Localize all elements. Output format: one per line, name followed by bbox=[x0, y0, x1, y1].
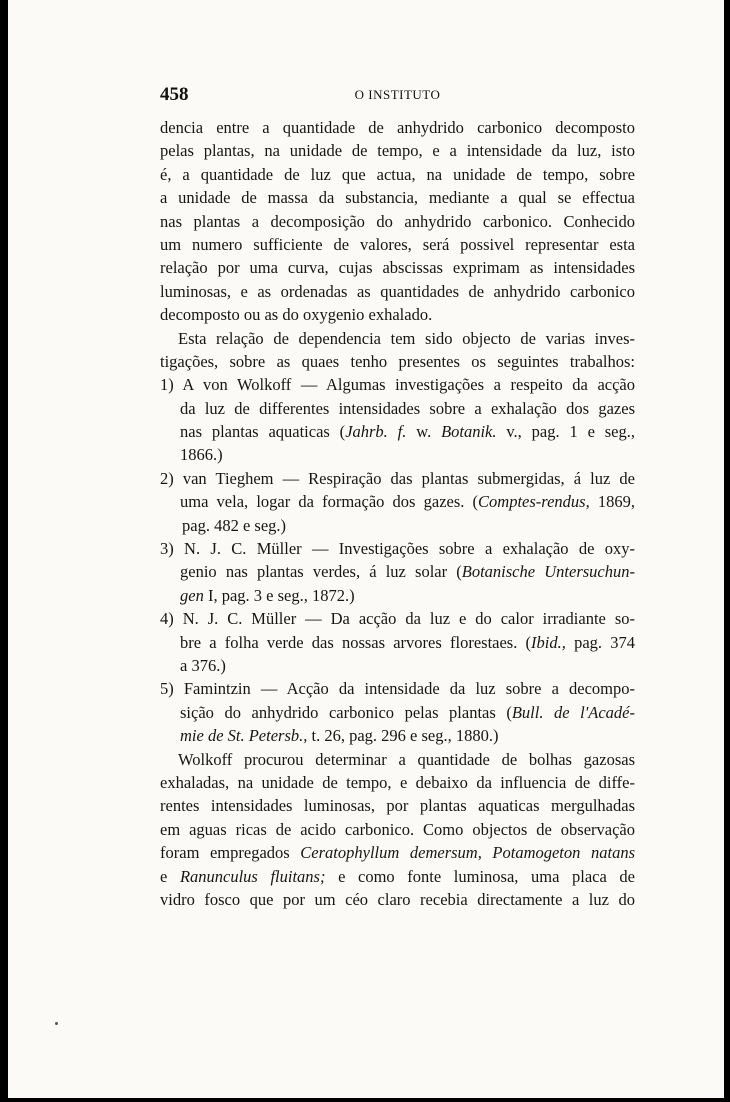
text-line bbox=[160, 303, 635, 326]
text-line bbox=[160, 210, 635, 233]
text-segment: e como fonte luminosa, uma placa de bbox=[325, 866, 636, 886]
text-segment: a 376.) bbox=[180, 655, 226, 675]
text-line bbox=[160, 280, 635, 303]
body-text bbox=[160, 116, 635, 911]
text-line bbox=[160, 537, 635, 560]
text-line bbox=[160, 818, 635, 841]
text-line bbox=[160, 443, 635, 466]
italic-text: Jahrb. f. bbox=[345, 422, 407, 442]
text-line bbox=[160, 677, 635, 700]
text-line bbox=[160, 350, 635, 373]
italic-text: mie de St. Petersb., bbox=[180, 726, 308, 746]
text-segment: t. 26, pag. 296 e seg., 1880.) bbox=[307, 726, 499, 746]
text-line bbox=[160, 724, 635, 747]
text-line bbox=[160, 139, 635, 162]
text-segment: 5) Famintzin — Acção da intensidade da luz sobre a decompo- bbox=[160, 679, 635, 699]
text-segment: nas plantas aquaticas ( bbox=[180, 422, 346, 442]
text-segment: 1) A von Wolkoff — Algumas investigações a respeito da acção bbox=[160, 375, 635, 395]
text-line bbox=[160, 771, 635, 794]
paper-speck bbox=[55, 1022, 58, 1025]
text-segment: foram empregados bbox=[160, 843, 301, 863]
text-line bbox=[160, 420, 635, 443]
italic-text: gen bbox=[180, 585, 204, 605]
text-line bbox=[160, 865, 635, 888]
text-segment: a unidade de massa da substancia, mediante a qual se effectua bbox=[160, 188, 635, 208]
text-line bbox=[160, 631, 635, 654]
text-segment: genio nas plantas verdes, á luz solar ( bbox=[180, 562, 462, 582]
text-line bbox=[160, 514, 635, 537]
text-segment: dencia entre a quantidade de anhydrido carbonico decomposto bbox=[160, 118, 635, 137]
running-title: O INSTITUTO bbox=[354, 87, 441, 102]
text-line bbox=[160, 467, 635, 490]
text-line bbox=[160, 794, 635, 817]
text-line bbox=[160, 490, 635, 513]
text-segment: 4) N. J. C. Müller — Da acção da luz e do calor irradiante so- bbox=[160, 609, 635, 629]
text-segment: é, a quantidade de luz que actua, na unidade de tempo, sobre bbox=[160, 164, 635, 184]
text-line bbox=[160, 163, 635, 186]
text-segment: Esta relação de dependencia tem sido objecto de varias inves- bbox=[178, 328, 635, 348]
text-line bbox=[160, 256, 635, 279]
text-line bbox=[160, 654, 635, 677]
text-line bbox=[160, 841, 635, 864]
italic-text: Ceratophyllum demersum, Potamogeton natans bbox=[300, 843, 635, 863]
text-line bbox=[160, 233, 635, 256]
italic-text: Botanik. bbox=[441, 422, 497, 442]
text-segment: 1869, bbox=[589, 492, 636, 512]
text-segment: um numero sufficiente de valores, será possivel representar esta bbox=[160, 234, 635, 254]
text-segment: Wolkoff procurou determinar a quantidade de bolhas gazosas bbox=[178, 749, 635, 769]
italic-text: Ranunculus fluitans; bbox=[179, 866, 326, 886]
text-segment: 2) van Tieghem — Respiração das plantas submergidas, á luz de bbox=[160, 468, 635, 488]
italic-text: Comptes-rendus, bbox=[478, 492, 590, 512]
text-segment: pag. 374 bbox=[565, 632, 635, 652]
text-segment: I, pag. 3 e seg., 1872.) bbox=[203, 585, 355, 605]
text-segment: sição do anhydrido carbonico pelas plantas ( bbox=[180, 702, 512, 722]
text-segment: tigações, sobre as quaes tenho presentes os seguintes trabalhos: bbox=[160, 351, 635, 371]
text-segment: bre a folha verde das nossas arvores florestaes. ( bbox=[180, 632, 532, 652]
text-line bbox=[160, 607, 635, 630]
page-header bbox=[160, 84, 635, 108]
italic-text: Botanische Untersuchun- bbox=[461, 562, 635, 582]
text-segment: w. bbox=[406, 422, 442, 442]
text-segment: vidro fosco que por um céo claro recebia directamente a luz do bbox=[160, 889, 635, 909]
italic-text: Bull. de l'Acadé- bbox=[511, 702, 635, 722]
text-segment: decomposto ou as do oxygenio exhalado. bbox=[160, 305, 433, 325]
text-segment: luminosas, e as ordenadas as quantidades de anhydrido carbonico bbox=[160, 281, 635, 301]
page-number: 458 bbox=[160, 84, 189, 105]
text-segment: relação por uma curva, cujas abscissas exprimam as intensidades bbox=[160, 258, 635, 278]
text-line bbox=[160, 748, 635, 771]
text-segment: v., pag. 1 e seg., bbox=[496, 422, 635, 442]
text-segment: uma vela, logar da formação dos gazes. ( bbox=[180, 492, 479, 512]
text-segment: pag. 482 e seg.) bbox=[182, 515, 287, 535]
text-line bbox=[160, 560, 635, 583]
text-line bbox=[160, 186, 635, 209]
text-line bbox=[160, 584, 635, 607]
text-line bbox=[160, 701, 635, 724]
text-line bbox=[160, 327, 635, 350]
text-segment: pelas plantas, na unidade de tempo, e a intensidade da luz, isto bbox=[160, 141, 635, 161]
text-line bbox=[160, 397, 635, 420]
text-line bbox=[160, 373, 635, 396]
text-segment: 1866.) bbox=[180, 445, 223, 465]
text-segment: da luz de differentes intensidades sobre a exhalação dos gazes bbox=[180, 398, 635, 418]
text-line bbox=[160, 888, 635, 911]
text-segment: 3) N. J. C. Müller — Investigações sobre a exhalação de oxy- bbox=[160, 539, 635, 559]
text-segment: exhaladas, na unidade de tempo, e debaixo da influencia de diffe- bbox=[160, 772, 635, 792]
text-segment: rentes intensidades luminosas, por plantas aquaticas mergulhadas bbox=[160, 796, 635, 816]
text-line bbox=[160, 116, 635, 139]
text-segment: e bbox=[160, 866, 180, 886]
italic-text: Ibid., bbox=[531, 632, 566, 652]
text-segment: em aguas ricas de acido carbonico. Como objectos de observação bbox=[160, 819, 635, 839]
text-segment: nas plantas a decomposição do anhydrido carbonico. Conhecido bbox=[160, 211, 635, 231]
